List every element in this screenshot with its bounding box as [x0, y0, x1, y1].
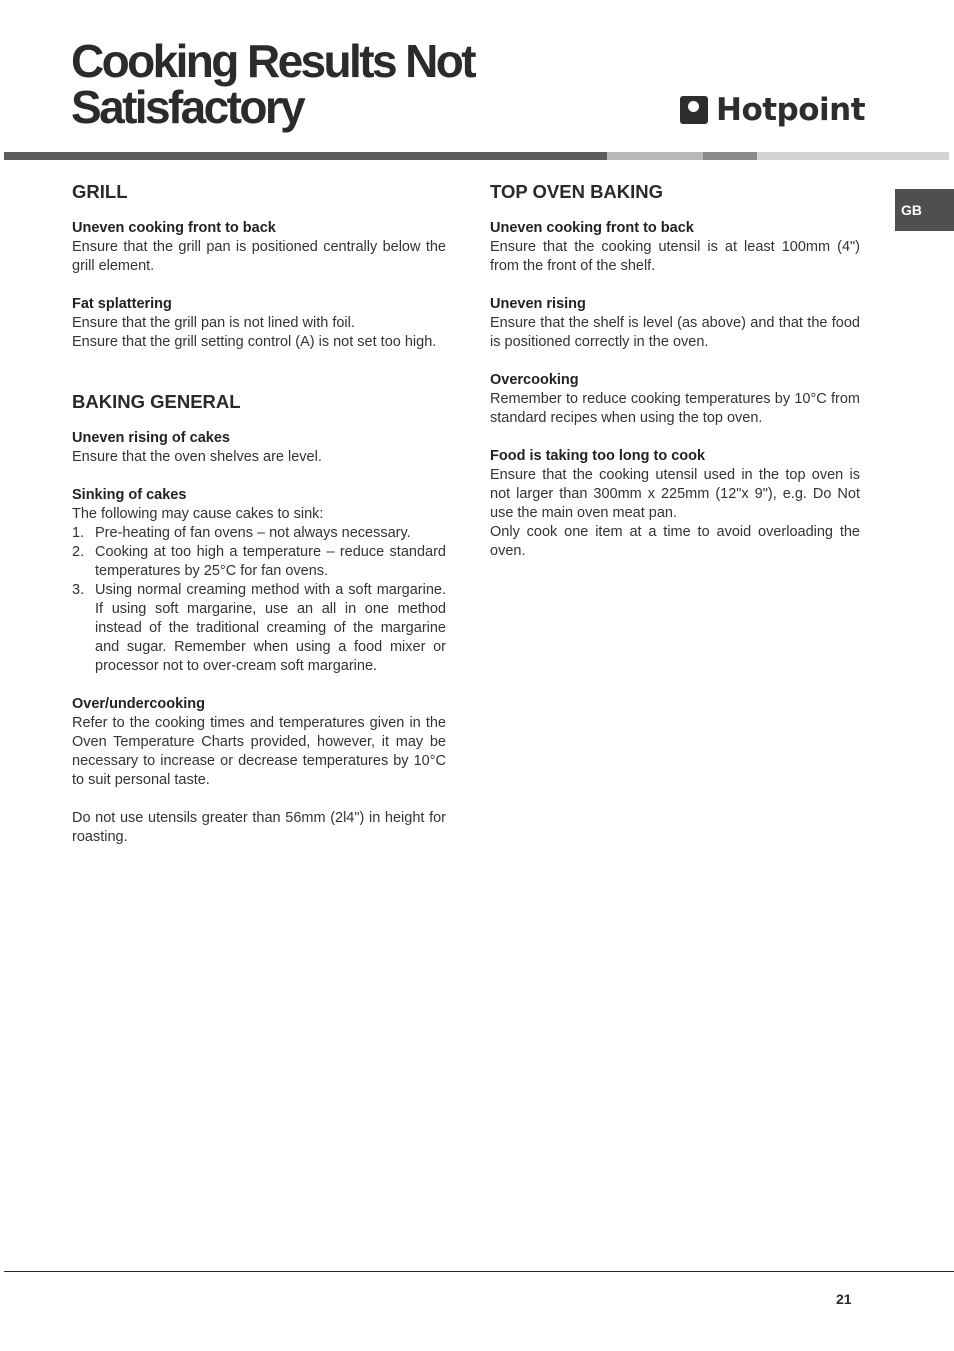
right-column [490, 180, 860, 580]
list-text: Pre-heating of fan ovens – not always necessary. [95, 525, 411, 541]
header-bar-light-end [757, 152, 949, 160]
section-title-top-oven-baking: TOP OVEN BAKING [490, 181, 664, 202]
header-bar-light [607, 152, 703, 160]
header-bar-dark [4, 152, 607, 160]
sub-heading: Fat splattering [72, 296, 172, 312]
paragraph: Ensure that the cooking utensil used in the top oven is not larger than 300mm x 225mm (12"x 9"), e.g. Do Not use the main oven meat pan. [490, 467, 860, 521]
sub-heading: Food is taking too long to cook [490, 448, 706, 464]
list-item [72, 581, 446, 676]
baking-item [72, 429, 446, 467]
sub-heading: Uneven cooking front to back [490, 220, 694, 236]
paragraph: Ensure that the grill pan is positioned centrally below the grill element. [72, 239, 446, 274]
top-oven-item [490, 371, 860, 428]
page-title: Cooking Results Not Satisfactory [71, 35, 474, 133]
list-text: Using normal creaming method with a soft margarine. If using soft margarine, use an all in one method instead of the traditional creaming of the margarine and sugar. Remember when using a food mixer or processor not to over-cream soft margarine. [95, 582, 446, 674]
footer-rule [4, 1271, 954, 1272]
sub-heading: Uneven rising of cakes [72, 430, 230, 446]
top-oven-item [490, 219, 860, 276]
numbered-list [72, 524, 446, 676]
top-oven-item [490, 295, 860, 352]
paragraph: Ensure that the grill setting control (A) is not set too high. [72, 334, 437, 350]
list-item [72, 524, 446, 543]
list-number: 1. [72, 525, 85, 541]
list-text: Cooking at too high a temperature – reduce standard temperatures by 25°C for fan ovens. [95, 544, 446, 579]
list-number: 2. [72, 544, 85, 560]
language-tab: GB [895, 189, 954, 231]
paragraph: Do not use utensils greater than 56mm (2l4") in height for roasting. [72, 810, 446, 845]
roasting-note [72, 809, 446, 847]
paragraph: Ensure that the shelf is level (as above) and that the food is positioned correctly in the oven. [490, 315, 860, 350]
left-column [72, 180, 446, 866]
sub-heading: Sinking of cakes [72, 487, 187, 503]
paragraph: The following may cause cakes to sink: [72, 506, 324, 522]
list-number: 3. [72, 582, 85, 598]
paragraph: Only cook one item at a time to avoid overloading the oven. [490, 524, 860, 559]
top-oven-item [490, 447, 860, 561]
paragraph: Refer to the cooking times and temperatures given in the Oven Temperature Charts provided, however, it may be necessary to increase or decrease temperatures by 10°C to suit personal taste. [72, 715, 446, 788]
grill-item [72, 295, 446, 352]
sub-heading: Uneven rising [490, 296, 586, 312]
sub-heading: Over/undercooking [72, 696, 205, 712]
brand-logo [680, 92, 865, 128]
page-number: 21 [836, 1291, 852, 1307]
section-title-grill: GRILL [72, 181, 128, 202]
paragraph: Ensure that the grill pan is not lined with foil. [72, 315, 355, 331]
hotpoint-logo-icon [680, 96, 708, 124]
sub-heading: Overcooking [490, 372, 579, 388]
paragraph: Remember to reduce cooking temperatures by 10°C from standard recipes when using the top oven. [490, 391, 860, 426]
sub-heading: Uneven cooking front to back [72, 220, 276, 236]
section-title-baking-general: BAKING GENERAL [72, 391, 241, 412]
brand-name: Hotpoint [716, 92, 866, 128]
paragraph: Ensure that the cooking utensil is at least 100mm (4") from the front of the shelf. [490, 239, 860, 274]
baking-item [72, 486, 446, 676]
list-item [72, 543, 446, 581]
baking-item [72, 695, 446, 790]
header-bar-mid [703, 152, 757, 160]
grill-item [72, 219, 446, 276]
paragraph: Ensure that the oven shelves are level. [72, 449, 322, 465]
